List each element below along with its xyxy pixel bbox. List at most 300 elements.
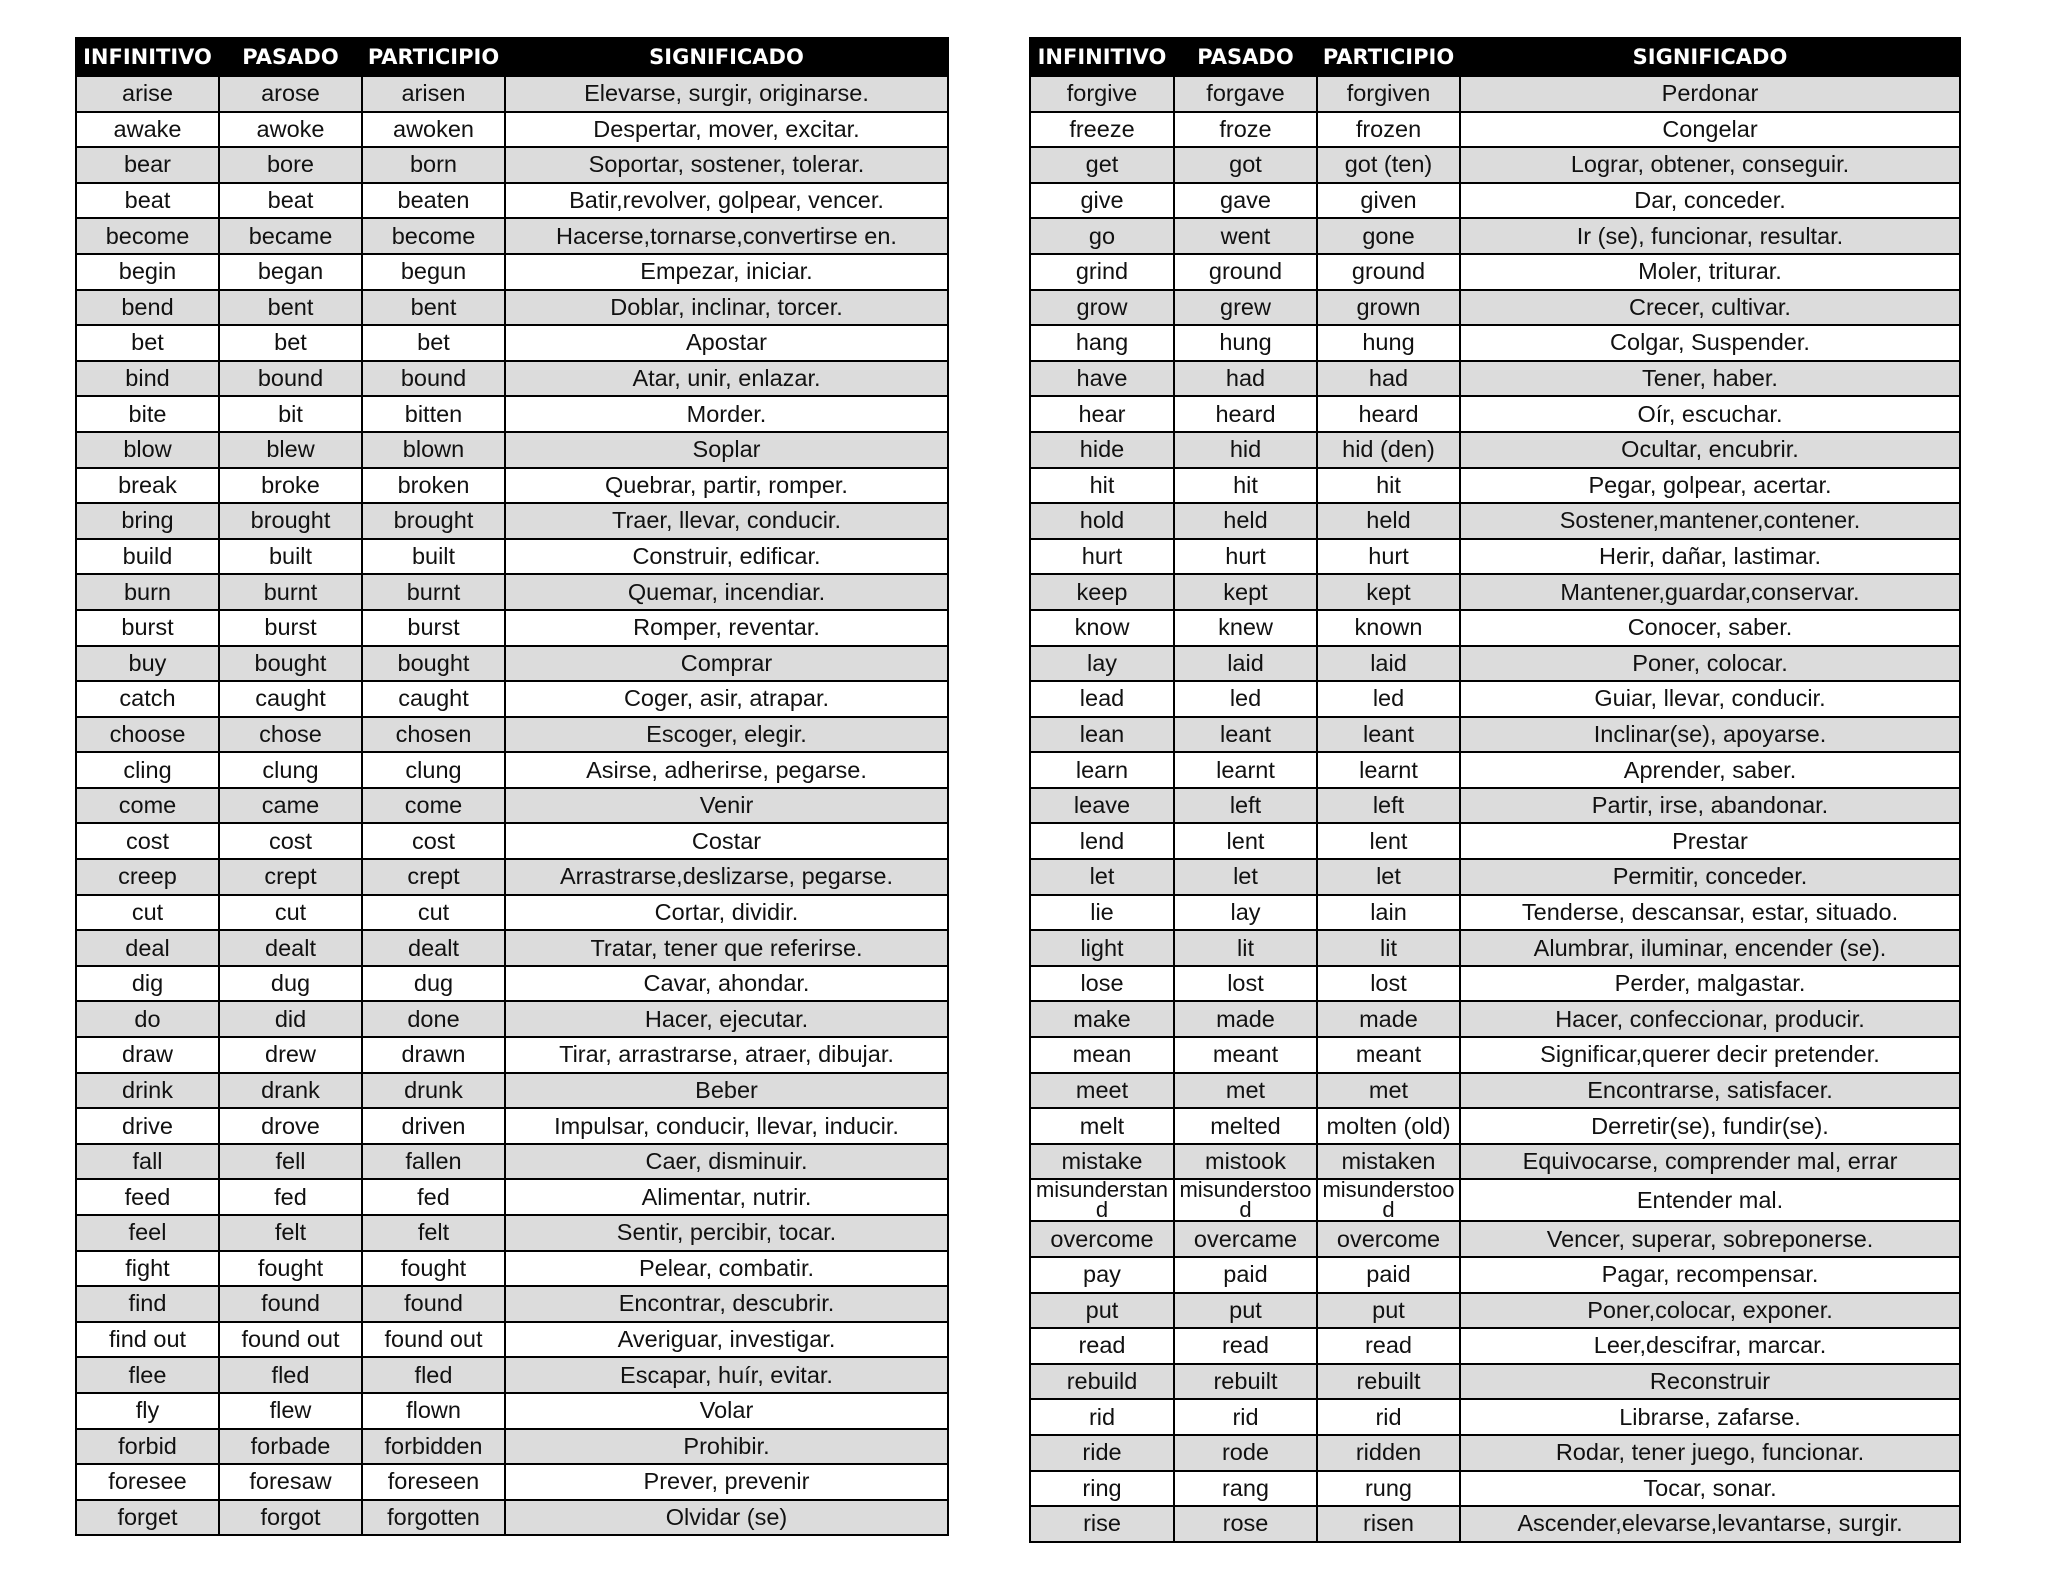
cell-infinitivo: awake [76, 112, 219, 148]
cell-participio: burst [362, 610, 505, 646]
table-row [1030, 610, 1960, 646]
cell-participio: laid [1317, 646, 1460, 682]
cell-pasado: went [1174, 218, 1317, 254]
cell-infinitivo: find [76, 1286, 219, 1322]
cell-pasado: hit [1174, 468, 1317, 504]
cell-pasado: let [1174, 859, 1317, 895]
cell-significado: Romper, reventar. [505, 610, 948, 646]
cell-infinitivo: ride [1030, 1435, 1174, 1471]
cell-significado: Herir, dañar, lastimar. [1460, 539, 1960, 575]
table-row [76, 681, 948, 717]
table-row [1030, 254, 1960, 290]
cell-infinitivo: put [1030, 1293, 1174, 1329]
cell-significado: Doblar, inclinar, torcer. [505, 290, 948, 326]
cell-significado: Perder, malgastar. [1460, 966, 1960, 1002]
cell-significado: Moler, triturar. [1460, 254, 1960, 290]
cell-significado: Morder. [505, 396, 948, 432]
table-row [1030, 1073, 1960, 1109]
table-row [76, 1073, 948, 1109]
cell-infinitivo: deal [76, 930, 219, 966]
table-row [76, 254, 948, 290]
header-pasado: PASADO [219, 38, 362, 76]
cell-significado: Poner,colocar, exponer. [1460, 1293, 1960, 1329]
table-row [1030, 1471, 1960, 1507]
table-row [1030, 752, 1960, 788]
cell-pasado: beat [219, 183, 362, 219]
cell-participio: arisen [362, 76, 505, 112]
cell-infinitivo: go [1030, 218, 1174, 254]
cell-infinitivo: hit [1030, 468, 1174, 504]
cell-infinitivo: fall [76, 1144, 219, 1180]
cell-participio: cut [362, 895, 505, 931]
cell-infinitivo: mean [1030, 1037, 1174, 1073]
cell-pasado: burnt [219, 574, 362, 610]
cell-infinitivo: lend [1030, 823, 1174, 859]
cell-participio: drunk [362, 1073, 505, 1109]
cell-infinitivo: lose [1030, 966, 1174, 1002]
table-row [76, 539, 948, 575]
cell-significado: Cortar, dividir. [505, 895, 948, 931]
cell-infinitivo: come [76, 788, 219, 824]
cell-infinitivo: drive [76, 1108, 219, 1144]
cell-participio: hid (den) [1317, 432, 1460, 468]
header-significado: SIGNIFICADO [1460, 38, 1960, 76]
table-row [76, 930, 948, 966]
table-row [76, 646, 948, 682]
cell-participio: learnt [1317, 752, 1460, 788]
cell-significado: Escapar, huír, evitar. [505, 1357, 948, 1393]
cell-participio: met [1317, 1073, 1460, 1109]
cell-infinitivo: begin [76, 254, 219, 290]
cell-pasado: built [219, 539, 362, 575]
cell-participio: fallen [362, 1144, 505, 1180]
cell-significado: Vencer, superar, sobreponerse. [1460, 1221, 1960, 1257]
cell-pasado: rang [1174, 1471, 1317, 1507]
table-row [1030, 717, 1960, 753]
table-row [76, 1037, 948, 1073]
table-row [76, 1108, 948, 1144]
table-row [76, 823, 948, 859]
cell-significado: Librarse, zafarse. [1460, 1399, 1960, 1435]
cell-pasado: came [219, 788, 362, 824]
table-row [1030, 1328, 1960, 1364]
cell-infinitivo: rebuild [1030, 1364, 1174, 1400]
table-row [76, 1464, 948, 1500]
cell-pasado: had [1174, 361, 1317, 397]
cell-significado: Soportar, sostener, tolerar. [505, 147, 948, 183]
table-row [1030, 325, 1960, 361]
table-row [76, 966, 948, 1002]
cell-participio: felt [362, 1215, 505, 1251]
cell-pasado: made [1174, 1001, 1317, 1037]
table-row [76, 325, 948, 361]
cell-participio: clung [362, 752, 505, 788]
cell-participio: bet [362, 325, 505, 361]
cell-participio: known [1317, 610, 1460, 646]
cell-participio: lost [1317, 966, 1460, 1002]
table-header-row [76, 38, 948, 76]
cell-infinitivo: bear [76, 147, 219, 183]
cell-significado: Construir, edificar. [505, 539, 948, 575]
cell-infinitivo: foresee [76, 1464, 219, 1500]
table-row [76, 895, 948, 931]
cell-significado: Congelar [1460, 112, 1960, 148]
cell-significado: Significar,querer decir pretender. [1460, 1037, 1960, 1073]
cell-pasado: overcame [1174, 1221, 1317, 1257]
cell-infinitivo: mistake [1030, 1144, 1174, 1180]
cell-infinitivo: bet [76, 325, 219, 361]
cell-pasado: felt [219, 1215, 362, 1251]
cell-infinitivo: forgive [1030, 76, 1174, 112]
table-row [1030, 681, 1960, 717]
cell-pasado: read [1174, 1328, 1317, 1364]
cell-pasado: dealt [219, 930, 362, 966]
cell-infinitivo: bring [76, 503, 219, 539]
cell-infinitivo: cut [76, 895, 219, 931]
cell-significado: Quebrar, partir, romper. [505, 468, 948, 504]
cell-infinitivo: catch [76, 681, 219, 717]
cell-infinitivo: bite [76, 396, 219, 432]
cell-participio: mistaken [1317, 1144, 1460, 1180]
cell-significado: Coger, asir, atrapar. [505, 681, 948, 717]
cell-participio: had [1317, 361, 1460, 397]
verb-table-right-body [1030, 76, 1960, 1542]
cell-pasado: held [1174, 503, 1317, 539]
cell-pasado: found [219, 1286, 362, 1322]
cell-significado: Lograr, obtener, conseguir. [1460, 147, 1960, 183]
verb-table-left-body [76, 76, 948, 1535]
table-row [1030, 859, 1960, 895]
header-infinitivo: INFINITIVO [1030, 38, 1174, 76]
cell-infinitivo: arise [76, 76, 219, 112]
cell-infinitivo: burn [76, 574, 219, 610]
cell-significado: Ocultar, encubrir. [1460, 432, 1960, 468]
table-row [76, 717, 948, 753]
cell-infinitivo: draw [76, 1037, 219, 1073]
cell-significado: Cavar, ahondar. [505, 966, 948, 1002]
cell-pasado: caught [219, 681, 362, 717]
table-row [1030, 1506, 1960, 1542]
cell-participio: broken [362, 468, 505, 504]
cell-significado: Reconstruir [1460, 1364, 1960, 1400]
cell-participio: got (ten) [1317, 147, 1460, 183]
cell-participio: held [1317, 503, 1460, 539]
table-row [76, 432, 948, 468]
cell-participio: drawn [362, 1037, 505, 1073]
table-row [76, 468, 948, 504]
cell-pasado: burst [219, 610, 362, 646]
cell-pasado: cut [219, 895, 362, 931]
cell-infinitivo: do [76, 1001, 219, 1037]
table-row [76, 112, 948, 148]
cell-pasado: left [1174, 788, 1317, 824]
cell-infinitivo: build [76, 539, 219, 575]
table-row [1030, 468, 1960, 504]
cell-participio: hung [1317, 325, 1460, 361]
cell-significado: Ir (se), funcionar, resultar. [1460, 218, 1960, 254]
cell-pasado: knew [1174, 610, 1317, 646]
cell-significado: Hacerse,tornarse,convertirse en. [505, 218, 948, 254]
cell-participio: chosen [362, 717, 505, 753]
cell-significado: Hacer, confeccionar, producir. [1460, 1001, 1960, 1037]
cell-participio: found out [362, 1322, 505, 1358]
cell-significado: Guiar, llevar, conducir. [1460, 681, 1960, 717]
cell-significado: Encontrarse, satisfacer. [1460, 1073, 1960, 1109]
cell-infinitivo: choose [76, 717, 219, 753]
cell-infinitivo: dig [76, 966, 219, 1002]
cell-pasado: rose [1174, 1506, 1317, 1542]
cell-pasado: put [1174, 1293, 1317, 1329]
cell-pasado: found out [219, 1322, 362, 1358]
table-row [1030, 788, 1960, 824]
cell-participio: bought [362, 646, 505, 682]
cell-infinitivo: lie [1030, 895, 1174, 931]
cell-infinitivo: grind [1030, 254, 1174, 290]
table-row [1030, 396, 1960, 432]
cell-significado: Conocer, saber. [1460, 610, 1960, 646]
cell-participio: forgotten [362, 1500, 505, 1536]
table-row [76, 610, 948, 646]
table-row [76, 752, 948, 788]
cell-participio: let [1317, 859, 1460, 895]
cell-participio: left [1317, 788, 1460, 824]
cell-pasado: melted [1174, 1108, 1317, 1144]
cell-pasado: bound [219, 361, 362, 397]
cell-infinitivo: hurt [1030, 539, 1174, 575]
cell-significado: Equivocarse, comprender mal, errar [1460, 1144, 1960, 1180]
cell-participio: led [1317, 681, 1460, 717]
table-row [76, 1393, 948, 1429]
cell-significado: Sentir, percibir, tocar. [505, 1215, 948, 1251]
cell-significado: Averiguar, investigar. [505, 1322, 948, 1358]
header-pasado: PASADO [1174, 38, 1317, 76]
cell-significado: Tratar, tener que referirse. [505, 930, 948, 966]
cell-participio: caught [362, 681, 505, 717]
cell-pasado: clung [219, 752, 362, 788]
cell-infinitivo: drink [76, 1073, 219, 1109]
cell-significado: Inclinar(se), apoyarse. [1460, 717, 1960, 753]
cell-infinitivo: keep [1030, 574, 1174, 610]
cell-pasado: blew [219, 432, 362, 468]
cell-participio: risen [1317, 1506, 1460, 1542]
cell-significado: Hacer, ejecutar. [505, 1001, 948, 1037]
table-row [1030, 823, 1960, 859]
cell-significado: Encontrar, descubrir. [505, 1286, 948, 1322]
cell-significado: Beber [505, 1073, 948, 1109]
cell-participio: lit [1317, 930, 1460, 966]
table-row [1030, 112, 1960, 148]
cell-infinitivo: let [1030, 859, 1174, 895]
cell-pasado: dug [219, 966, 362, 1002]
table-row [1030, 1037, 1960, 1073]
cell-pasado: hung [1174, 325, 1317, 361]
cell-pasado: rode [1174, 1435, 1317, 1471]
cell-participio: kept [1317, 574, 1460, 610]
cell-participio: put [1317, 1293, 1460, 1329]
cell-participio: read [1317, 1328, 1460, 1364]
cell-significado: Perdonar [1460, 76, 1960, 112]
cell-pasado: heard [1174, 396, 1317, 432]
cell-significado: Dar, conceder. [1460, 183, 1960, 219]
cell-participio: become [362, 218, 505, 254]
table-row [76, 1179, 948, 1215]
cell-infinitivo: cost [76, 823, 219, 859]
cell-infinitivo: light [1030, 930, 1174, 966]
header-significado: SIGNIFICADO [505, 38, 948, 76]
table-row [1030, 503, 1960, 539]
cell-pasado: bit [219, 396, 362, 432]
cell-participio: made [1317, 1001, 1460, 1037]
table-row [1030, 895, 1960, 931]
cell-pasado: drank [219, 1073, 362, 1109]
cell-pasado: bought [219, 646, 362, 682]
cell-pasado: led [1174, 681, 1317, 717]
cell-infinitivo: grow [1030, 290, 1174, 326]
cell-pasado: fled [219, 1357, 362, 1393]
cell-significado: Venir [505, 788, 948, 824]
cell-significado: Caer, disminuir. [505, 1144, 948, 1180]
cell-infinitivo: forbid [76, 1429, 219, 1465]
cell-participio: fought [362, 1251, 505, 1287]
cell-significado: Tenderse, descansar, estar, situado. [1460, 895, 1960, 931]
cell-participio: burnt [362, 574, 505, 610]
cell-significado: Colgar, Suspender. [1460, 325, 1960, 361]
cell-infinitivo: fly [76, 1393, 219, 1429]
cell-infinitivo: overcome [1030, 1221, 1174, 1257]
cell-significado: Escoger, elegir. [505, 717, 948, 753]
cell-participio: hit [1317, 468, 1460, 504]
cell-significado: Alumbrar, iluminar, encender (se). [1460, 930, 1960, 966]
table-row [76, 859, 948, 895]
cell-infinitivo: beat [76, 183, 219, 219]
cell-infinitivo: buy [76, 646, 219, 682]
table-row [76, 1322, 948, 1358]
cell-pasado: forbade [219, 1429, 362, 1465]
cell-significado: Permitir, conceder. [1460, 859, 1960, 895]
cell-significado: Rodar, tener juego, funcionar. [1460, 1435, 1960, 1471]
cell-infinitivo: creep [76, 859, 219, 895]
cell-significado: Mantener,guardar,conservar. [1460, 574, 1960, 610]
table-row [1030, 76, 1960, 112]
cell-infinitivo: become [76, 218, 219, 254]
cell-pasado: bore [219, 147, 362, 183]
cell-significado: Arrastrarse,deslizarse, pegarse. [505, 859, 948, 895]
cell-infinitivo: bind [76, 361, 219, 397]
cell-infinitivo: leave [1030, 788, 1174, 824]
table-row [76, 1500, 948, 1536]
cell-significado: Atar, unir, enlazar. [505, 361, 948, 397]
cell-participio: built [362, 539, 505, 575]
cell-infinitivo: hold [1030, 503, 1174, 539]
table-row [76, 1286, 948, 1322]
cell-participio: overcome [1317, 1221, 1460, 1257]
cell-significado: Pelear, combatir. [505, 1251, 948, 1287]
cell-participio: rung [1317, 1471, 1460, 1507]
cell-pasado: misunderstood [1174, 1179, 1317, 1221]
cell-participio: flown [362, 1393, 505, 1429]
table-row [1030, 432, 1960, 468]
cell-significado: Leer,descifrar, marcar. [1460, 1328, 1960, 1364]
cell-infinitivo: bend [76, 290, 219, 326]
cell-infinitivo: burst [76, 610, 219, 646]
table-row [1030, 930, 1960, 966]
cell-pasado: laid [1174, 646, 1317, 682]
table-row [76, 147, 948, 183]
cell-participio: heard [1317, 396, 1460, 432]
table-row [76, 788, 948, 824]
cell-infinitivo: feel [76, 1215, 219, 1251]
cell-infinitivo: hear [1030, 396, 1174, 432]
cell-pasado: kept [1174, 574, 1317, 610]
cell-pasado: awoke [219, 112, 362, 148]
cell-participio: beaten [362, 183, 505, 219]
table-row [1030, 290, 1960, 326]
cell-pasado: paid [1174, 1257, 1317, 1293]
cell-participio: gone [1317, 218, 1460, 254]
cell-participio: fed [362, 1179, 505, 1215]
cell-pasado: met [1174, 1073, 1317, 1109]
cell-pasado: mistook [1174, 1144, 1317, 1180]
cell-infinitivo: blow [76, 432, 219, 468]
cell-significado: Despertar, mover, excitar. [505, 112, 948, 148]
cell-infinitivo: learn [1030, 752, 1174, 788]
table-row [1030, 218, 1960, 254]
cell-infinitivo: ring [1030, 1471, 1174, 1507]
table-row [1030, 1257, 1960, 1293]
cell-participio: lain [1317, 895, 1460, 931]
table-row [1030, 539, 1960, 575]
cell-significado: Oír, escuchar. [1460, 396, 1960, 432]
cell-pasado: lay [1174, 895, 1317, 931]
cell-infinitivo: have [1030, 361, 1174, 397]
cell-significado: Costar [505, 823, 948, 859]
table-row [1030, 646, 1960, 682]
cell-participio: brought [362, 503, 505, 539]
cell-pasado: bet [219, 325, 362, 361]
cell-pasado: fought [219, 1251, 362, 1287]
cell-pasado: fed [219, 1179, 362, 1215]
table-row [76, 1429, 948, 1465]
cell-participio: born [362, 147, 505, 183]
cell-participio: rebuilt [1317, 1364, 1460, 1400]
cell-significado: Ascender,elevarse,levantarse, surgir. [1460, 1506, 1960, 1542]
cell-significado: Alimentar, nutrir. [505, 1179, 948, 1215]
cell-pasado: learnt [1174, 752, 1317, 788]
cell-participio: forgiven [1317, 76, 1460, 112]
cell-pasado: foresaw [219, 1464, 362, 1500]
cell-participio: paid [1317, 1257, 1460, 1293]
cell-participio: foreseen [362, 1464, 505, 1500]
table-row [1030, 1221, 1960, 1257]
cell-pasado: fell [219, 1144, 362, 1180]
cell-participio: ground [1317, 254, 1460, 290]
table-row [1030, 1179, 1960, 1221]
cell-significado: Prohibir. [505, 1429, 948, 1465]
cell-significado: Derretir(se), fundir(se). [1460, 1108, 1960, 1144]
verb-table-left [75, 37, 949, 1536]
table-row [76, 396, 948, 432]
cell-significado: Prever, prevenir [505, 1464, 948, 1500]
cell-participio: cost [362, 823, 505, 859]
table-row [76, 1357, 948, 1393]
cell-significado: Volar [505, 1393, 948, 1429]
cell-pasado: chose [219, 717, 362, 753]
table-header-row [1030, 38, 1960, 76]
cell-pasado: arose [219, 76, 362, 112]
cell-pasado: meant [1174, 1037, 1317, 1073]
header-infinitivo: INFINITIVO [76, 38, 219, 76]
cell-pasado: cost [219, 823, 362, 859]
